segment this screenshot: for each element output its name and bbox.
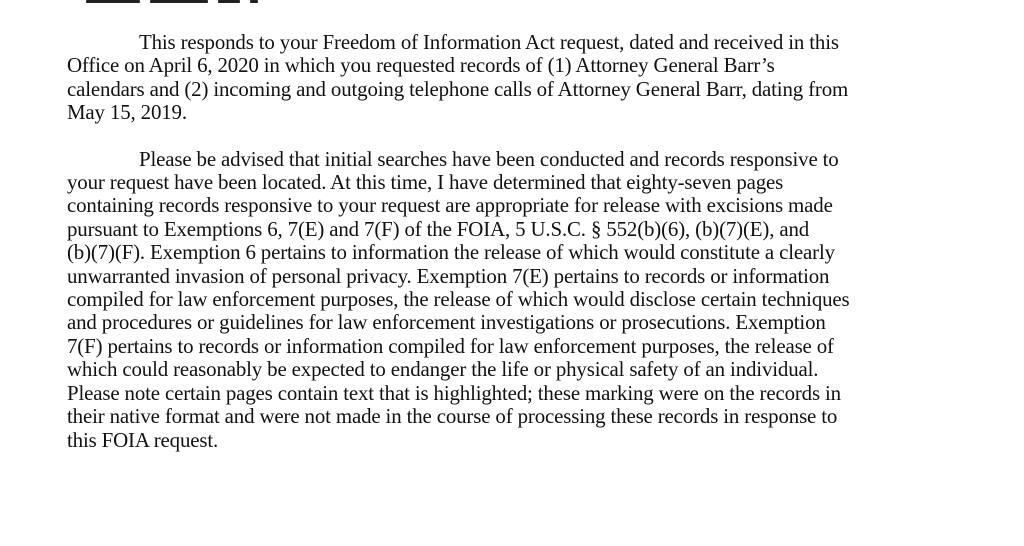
text-line: pursuant to Exemptions 6, 7(E) and 7(F) of the FOIA, 5 U.S.C. § 552(b)(6), (b)(7)(E), and (67, 216, 810, 241)
text-line: and procedures or guidelines for law enforcement investigations or prosecutions. Exemption (67, 310, 826, 335)
text-line: which could reasonably be expected to endanger the life or physical safety of an individual. (67, 357, 819, 382)
text-line: compiled for law enforcement purposes, the release of which would disclose certain techniques (67, 287, 850, 312)
cropped-text-line (86, 0, 266, 3)
text-line: (b)(7)(F). Exemption 6 pertains to information the release of which would constitute a clearly (67, 240, 835, 265)
text-line: this FOIA request. (67, 427, 219, 452)
text-line: calendars and (2) incoming and outgoing telephone calls of Attorney General Barr, dating from (67, 76, 849, 101)
cropped-glyph (86, 0, 140, 3)
paragraph-request-summary (67, 31, 972, 125)
text-line: Office on April 6, 2020 in which you requested records of (1) Attorney General Barr’s (67, 53, 775, 78)
cropped-glyph (250, 0, 258, 3)
text-line: unwarranted invasion of personal privacy. Exemption 7(E) pertains to records or information (67, 263, 830, 288)
text-line: 7(F) pertains to records or information compiled for law enforcement purposes, the release of (67, 333, 834, 358)
text-line: containing records responsive to your request are appropriate for release with excisions made (67, 193, 833, 218)
text-line: their native format and were not made in the course of processing these records in response to (67, 404, 838, 429)
cropped-glyph (150, 0, 208, 3)
text-line: This responds to your Freedom of Information Act request, dated and received in this (139, 30, 839, 54)
text-line: Please be advised that initial searches have been conducted and records responsive to (139, 146, 839, 171)
letter-body (67, 31, 972, 452)
text-line: May 15, 2019. (67, 100, 187, 125)
paragraph-exemptions (67, 148, 972, 452)
cropped-glyph (218, 0, 240, 3)
text-line: Please note certain pages contain text that is highlighted; these marking were on the records in (67, 380, 841, 405)
text-line: your request have been located. At this time, I have determined that eighty-seven pages (67, 170, 784, 195)
